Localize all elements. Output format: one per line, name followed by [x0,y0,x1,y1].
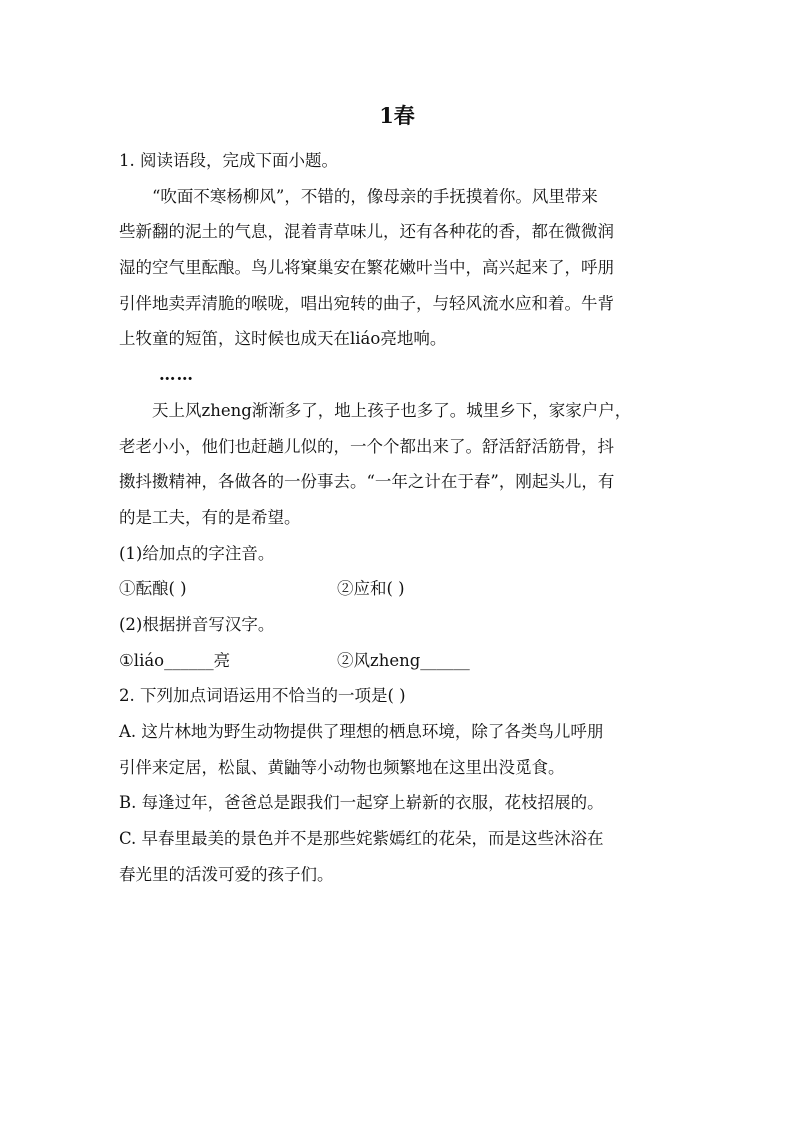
passage-line: 上牧童的短笛，这时候也成天在liáo亮地响。 [119,329,447,349]
document-body [119,143,679,892]
page-title: 1春 [379,103,415,128]
question-1-stem: 1. 阅读语段，完成下面小题。 [119,151,338,170]
option-line: 春光里的活泼可爱的孩子们。 [119,864,334,884]
sub-question-1-items [119,571,679,607]
sub-question-1-label: (1)给加点的字注音。 [119,543,275,563]
option-a [119,714,679,785]
sub-question-1-item-b: ②应和( ) [337,579,405,599]
passage-paragraph-2 [119,393,679,536]
passage-line: 擞抖擞精神，各做各的一份事去。“一年之计在于春”，刚起头儿，有 [119,472,615,492]
passage-paragraph-1 [119,179,679,357]
passage-line: 些新翻的泥土的气息，混着青草味儿，还有各种花的香，都在微微润 [119,222,614,242]
sub-question-2-label: (2)根据拼音写汉字。 [119,614,275,634]
option-c [119,821,679,892]
option-line: A. 这片林地为野生动物提供了理想的栖息环境，除了各类鸟儿呼朋 [119,722,604,741]
passage-line: 的是工夫，有的是希望。 [119,507,301,527]
question-2-stem: 2. 下列加点词语运用不恰当的一项是( ) [119,686,406,706]
passage-line: 天上风zheng渐渐多了，地上孩子也多了。城里乡下，家家户户， [152,400,632,420]
sub-question-2-items [119,643,679,679]
sub-question-2-item-b: ②风zheng______ [337,650,470,670]
passage-ellipsis: …… [159,365,194,385]
option-line: 引伴来定居，松鼠、黄鼬等小动物也频繁地在这里出没觅食。 [119,757,565,777]
sub-question-1-item-a: ①酝酿( ) [119,579,187,599]
passage-line: 湿的空气里酝酿。鸟儿将窠巢安在繁花嫩叶当中，高兴起来了，呼朋 [119,258,614,278]
option-b [119,785,679,821]
passage-line: 老老小小，他们也赶趟儿似的，一个个都出来了。舒活舒活筋骨，抖 [119,436,614,456]
option-line: B. 每逢过年，爸爸总是跟我们一起穿上崭新的衣服，花枝招展的。 [119,793,604,813]
option-line: C. 早春里最美的景色并不是那些姹紫嫣红的花朵，而是这些沐浴在 [119,829,604,849]
passage-line: 引伴地卖弄清脆的喉咙，唱出宛转的曲子，与轻风流水应和着。牛背 [119,293,614,313]
passage-line: “吹面不寒杨柳风”，不错的，像母亲的手抚摸着你。风里带来 [152,186,598,206]
sub-question-2-item-a: ①liáo______亮 [119,650,231,670]
